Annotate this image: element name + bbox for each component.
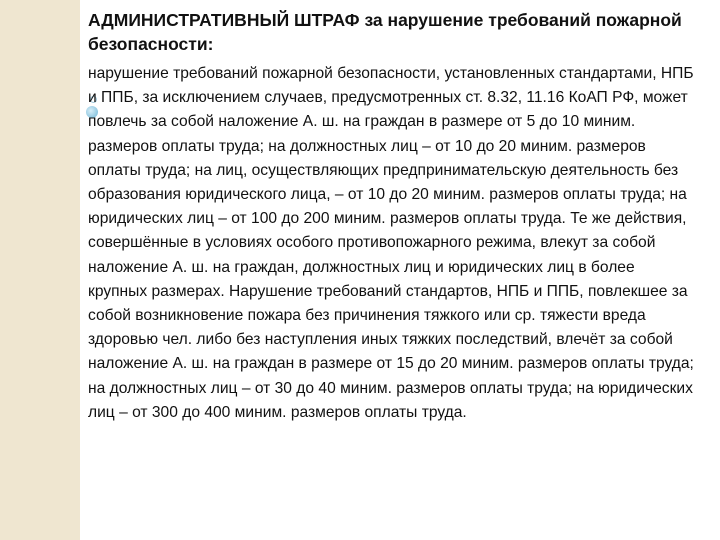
slide-body-text: нарушение требований пожарной безопасности, установленных стандартами, НПБ и ППБ, за исключением случаев, предусмотренных ст. 8.32, 11.16 КоАП РФ, может повлечь за собой наложение А. ш. на граждан в размере от 5 до 10 миним. размеров оплаты труда; на должностных лиц – от 10 до 20 миним. размеров оплаты труда; на лиц, осуществляющих предпринимательскую деятельность без образования юридического лица, – от 10 до 20 миним. размеров оплаты труда; на юридических лиц – от 100 до 200 миним. размеров оплаты труда. Те же действия, совершённые в условиях особого противопожарного режима, влекут за собой наложение А. ш. на граждан, должностных лиц и юридических лиц в более крупных размерах. Нарушение требований стандартов, НПБ и ППБ, повлекшее за собой возникновение пожара без причинения тяжкого или ср. тяжести вреда здоровью чел. либо без наступления иных тяжких последствий, влечёт за собой наложение А. ш. на граждан в размере от 15 до 20 миним. размеров оплаты труда; на должностных лиц – от 30 до 40 миним. размеров оплаты труда; на юридических лиц – от 300 до 400 миним. размеров оплаты труда. [88, 65, 694, 421]
slide-title: АДМИНИСТРАТИВНЫЙ ШТРАФ за нарушение требований пожарной безопасности: [88, 10, 682, 54]
slide-content [88, 8, 698, 425]
decorative-side-band [0, 0, 80, 540]
